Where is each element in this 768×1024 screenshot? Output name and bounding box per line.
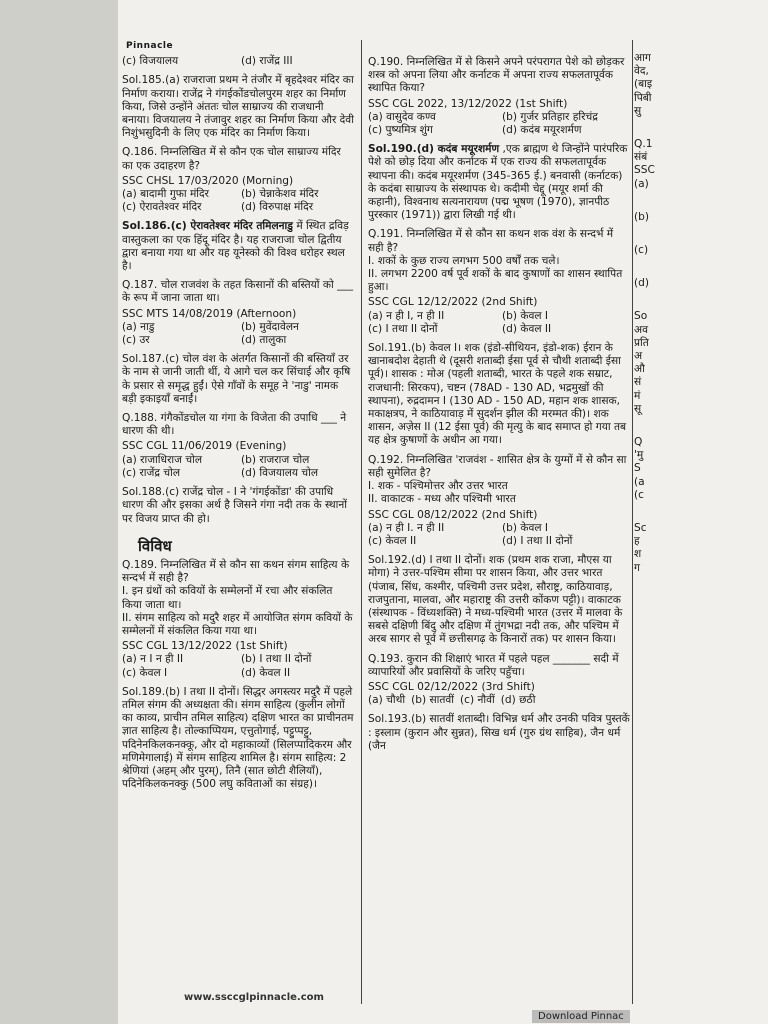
text-fragment: Q.1 [634,138,653,151]
q190-options [368,111,630,137]
text-fragment: औ [634,363,645,376]
text-fragment: सू [634,402,642,415]
option: (d) केवल II [502,322,552,335]
q191-options [368,310,630,336]
footer-download-banner: Download Pinnac [532,1010,630,1023]
option: (d) छठी [500,694,536,707]
solution-text: ,एक ब्राह्मण थे जिन्होंने पारंपरिक पेशे को छोड़ दिया और कर्नाटक में एक राज्य की सफलतापूर्वक स्थापना की। कदंब मयूरशर्मण (345-365 ई.) बनवासी (कर्नाटक) के कदंबा साम्राज्य के संस्थापक थे। कदीमी चेद्दू (मयूर शर्मा की कहानी), विश्वनाथ सत्यनारायण (पद्म भूषण (1970), ज्ञानपीठ पुरस्कार (1971)) द्वारा लिखी गई थी। [368,143,628,222]
exam-tag: SSC CGL 2022, 13/12/2022 (1st Shift) [368,97,568,110]
question-187: Q.187. चोल राजवंश के तहत किसानों की बस्तियों को ___ के रूप में जाना जाता था। [122,279,354,305]
text-fragment: सु [634,104,642,117]
question-193: Q.193. कुरान की शिक्षाएं भारत में पहले पहल _______ सदी में व्यापारियों और प्रवासियों के जरिए पहुँचा। [368,652,619,678]
option: (a) नाडु [122,320,155,333]
option: (a) न ही I. न ही II [368,521,445,534]
q188-options [122,454,354,480]
solution-185: Sol.185.(a) राजराजा प्रथम ने तंजौर में बृहदेश्वर मंदिर का निर्माण कराया। राजेंद्र ने गंगईकोंडचोलपुरम शहर का निर्माण किया, जिसे उन्होंने अंततः चोल साम्राज्य की राजधानी बनाया। विजयालय ने तंजावुर शहर का निर्माण किया और देवी निशुंभसुदिनी के लिए एक मंदिर का निर्माण किया। [122,74,354,140]
solution-head: Sol.186.(c) ऐरावतेश्वर मंदिर तमिलनाडु [122,220,293,233]
text-fragment: (a [634,475,645,488]
brand-header: Pinnacle [126,41,174,51]
option: (b) मुवेंदावेलन [241,320,299,333]
right-column-cropped [634,0,768,575]
question-188: Q.188. गंगैकोंडचोल या गंगा के विजेता की उपाधि ___ ने धारण की थी। [122,412,347,438]
option: (d) कदंब मयूरशर्मण [502,124,582,137]
exam-tag: SSC MTS 14/08/2019 (Afternoon) [122,307,297,320]
text-fragment: (b) [634,210,649,223]
option: (c) नौवीं [460,694,495,707]
text-fragment: अव [634,323,648,336]
text-fragment: So [634,310,648,323]
text-fragment: अ [634,350,643,363]
text-fragment: (बाइ [634,78,653,91]
text-fragment: संबं [634,151,648,164]
option: (a) चौथी [368,694,406,707]
statement: I. शक - पश्चिमोत्तर और उत्तर भारत [368,480,508,493]
text-fragment: 'मु [634,449,644,462]
text-fragment: ग [634,561,640,574]
exam-tag: SSC CGL 13/12/2022 (1st Shift) [122,640,288,653]
text-fragment: प्रति [634,336,649,349]
text-fragment: (d) [634,277,649,290]
text-fragment: श [634,548,642,561]
footer-url: www.ssccglpinnacle.com [184,992,324,1003]
solution-188: Sol.188.(c) राजेंद्र चोल - I ने 'गंगईकोंडा' की उपाधि धारण की और इसका अर्थ है जिसने गंगा नदी तक के स्थानों पर विजय प्राप्त की हो। [122,486,347,525]
text-fragment: सं [634,376,642,389]
exam-tag: SSC CGL 02/12/2022 (3rd Shift) [368,680,535,693]
option: (a) न I न ही II [122,653,184,666]
option: (c) राजेंद्र चोल [122,466,181,479]
question-190: Q.190. निम्नलिखित में से किसने अपने परंपरागत पेशे को छोड़कर शस्त्र को अपना लिया और कर्नाटक में अपना राज्य सफलतापूर्वक स्थापित किया? [368,56,625,95]
question-189: Q.189. निम्नलिखित में से कौन सा कथन संगम साहित्य के सन्दर्भ में सही है? [122,558,350,585]
left-column [122,0,354,791]
text-fragment: S [634,462,641,475]
text-fragment: (c) [634,244,649,257]
option: (b) सातवीं [411,694,455,707]
option: (b) केवल I [502,309,549,322]
option: (a) न ही I, न ही II [368,309,445,322]
exam-tag: SSC CGL 11/06/2019 (Evening) [122,440,287,453]
solution-191: Sol.191.(b) केवल I। शक (इंडो-सीथियन, इंडो-शक) ईरान के खानाबदोश देहाती थे (दूसरी शताब्दी ईसा पूर्व से चौथी शताब्दी ईसा पूर्व)। शासक : मोअ (पहली शताब्दी, भारत के पहले शक सम्राट, राजधानी: सिरकप), चष्टन (78AD - 130 AD, भद्रमुखों की स्थापना), रुद्रदामन I (130 AD - 150 AD, महान शक शासक, मकाक्षत्रप, ने काठियावाड़ में सुदर्शन झील की मरम्मत की)। शक शासन, अज़ेस II (12 ईसा पूर्व) की मृत्यु के बाद समाप्त हो गया तब यह क्षेत्र कुषाणों के अधीन आ गया। [368,342,627,447]
solution-189: Sol.189.(b) I तथा II दोनों। सिद्धर अगस्त्यर मदुरै में पहले तमिल संगम की अध्यक्षता की। संगम साहित्य (कुलीन लोगों का काव्य, प्राचीन तमिल साहित्य) दक्षिण भारत का प्राचीनतम ज्ञात साहित्य है। तोल्काप्पियम, एत्तुतोगाई, पट्टुप्पट्टु, पदिनेनकिलकनक्कू, और दो महाकाव्यों (सिलप्पादिकरम और मणिमेगालाई) में संगम साहित्य शामिल है। संगम साहित्य: 2 श्रेणियां (अहम् और पुरम्), तिनै (सात छोटी शैलियाँ), पदिनेकिलकनक्कु (500 लघु कविताओं का संग्रह)। [122,685,354,791]
option: (c) विजयालय [122,55,179,68]
option: (d) केवल II [241,666,291,679]
document-page [118,0,768,1024]
option: (a) बादामी गुफा मंदिर [122,188,210,201]
option: (d) I तथा II दोनों [502,534,573,547]
text-fragment: (c [634,488,644,501]
option: (b) चेन्नाकेशव मंदिर [241,188,319,201]
statement: I. शकों के कुछ राज्य लगभग 500 वर्षों तक चले। [368,254,560,267]
text-fragment: Q [634,436,643,449]
option: (c) केवल I [122,666,168,679]
option: (d) विरुपाक्ष मंदिर [241,201,314,214]
option: (a) वासुदेव कण्व [368,110,436,123]
text-fragment: मं [634,389,641,402]
solution-193: Sol.193.(b) सातवीं शताब्दी। विभिन्न धर्म और उनकी पवित्र पुस्तकें : इस्लाम (कुरान और सुन्नत), सिख धर्म (गुरु ग्रंथ साहिब), जैन धर्म (जैन [368,713,630,752]
q189-options [122,653,354,679]
exam-tag: SSC CGL 12/12/2022 (2nd Shift) [368,296,538,309]
option: (c) पुष्यमित्र शुंग [368,124,433,137]
column-divider [632,40,633,1004]
option: (d) विजयालय चोल [241,466,319,479]
solution-190 [368,143,630,222]
text-fragment: Sc [634,522,647,535]
option: (b) राजराज चोल [241,453,310,466]
solution-head: Sol.190.(d) कदंब मयूरशर्मण [368,143,500,156]
solution-text: में स्थित द्रविड़ वास्तुकला का एक हिंदू मंदिर है। यह राजराजा चोल द्वितीय द्वारा बनाया गया था और यह यूनेस्को की विश्व धरोहर स्थल है। [122,220,349,273]
option: (c) उर [122,334,150,347]
solution-186 [122,220,354,273]
option: (d) राजेंद्र III [241,55,293,68]
text-fragment: (a) [634,177,649,190]
question-186: Q.186. निम्नलिखित में से कौन एक चोल साम्राज्य मंदिर का एक उदाहरण है? [122,146,341,172]
middle-column [368,0,630,753]
q187-options [122,321,354,347]
solution-192: Sol.192.(d) I तथा II दोनों। शक (प्रथम शक राजा, मौएस या मोगा) ने उत्तर-पश्चिम सीमा पर शासन किया, और उत्तर भारत (पंजाब, सिंध, कश्मीर, पश्चिमी उत्तर प्रदेश, सौराष्ट्र, काठियावाड़, राजपुताना, मालवा, और महाराष्ट्र की उत्तरी कोंकण पट्टी)। वाकाटक (संस्थापक - विंध्यशक्ति) ने मध्य-पश्चिमी भारत (उत्तर में मालवा के सबसे दक्षिणी बिंदु और दक्षिण में तुंगभद्रा नदी तक, और पश्चिम में अरब सागर से पूर्व में छत्तीसगढ़ के किनारों तक) पर शासन किया। [368,554,623,646]
q192-options [368,522,630,548]
text-fragment: SSC [634,164,655,177]
question-191: Q.191. निम्नलिखित में से कौन सा कथन शक वंश के सन्दर्भ में सही है? [368,228,614,254]
option: (b) गुर्जर प्रतिहार हरिचंद्र [502,110,598,123]
option: (c) I तथा II दोनों [368,322,438,335]
statement: II. संगम साहित्य को मदुरै शहर में आयोजित संगम कवियों के सम्मेलनों में संकलित किया गया था। [122,611,353,637]
q186-options [122,188,354,214]
exam-tag: SSC CHSL 17/03/2020 (Morning) [122,174,294,187]
option: (a) राजाधिराज चोल [122,453,203,466]
question-192: Q.192. निम्नलिखित 'राजवंश - शासित क्षेत्र के युग्मों में से कौन सा सही सुमेलित है? [368,453,627,479]
column-divider [361,40,362,1004]
option: (d) तालुका [241,334,287,347]
text-fragment: ह [634,535,640,548]
q184-options [122,55,354,68]
statement: II. लगभग 2200 वर्ष पूर्व शकों के बाद कुषाणों का शासन स्थापित हुआ। [368,268,623,294]
statement: I. इन ग्रंथों को कवियों के सम्मेलनों में रचा और संकलित किया जाता था। [122,585,333,611]
text-fragment: पिबी [634,91,652,104]
solution-187: Sol.187.(c) चोल वंश के अंतर्गत किसानों की बस्तियाँ उर के नाम से जानी जाती थीं, ये आगे चल कर सिंचाई और कृषि के प्रसार से समृद्ध हुईं। ऐसे गाँवों के समूह ने 'नाडु' नामक बड़ी इकाइयाँ बनाईं। [122,353,351,405]
text-fragment: वेद, [634,65,649,78]
statement: II. वाकाटक - मध्य और पश्चिमी भारत [368,493,516,506]
q193-options [368,694,630,707]
option: (c) केवल II [368,534,417,547]
option: (b) I तथा II दोनों [241,653,312,666]
option: (b) केवल I [502,521,549,534]
exam-tag: SSC CGL 08/12/2022 (2nd Shift) [368,508,538,521]
text-fragment: आग [634,52,651,64]
section-title: विविध [138,536,172,555]
option: (c) ऐरावतेश्वर मंदिर [122,201,202,214]
